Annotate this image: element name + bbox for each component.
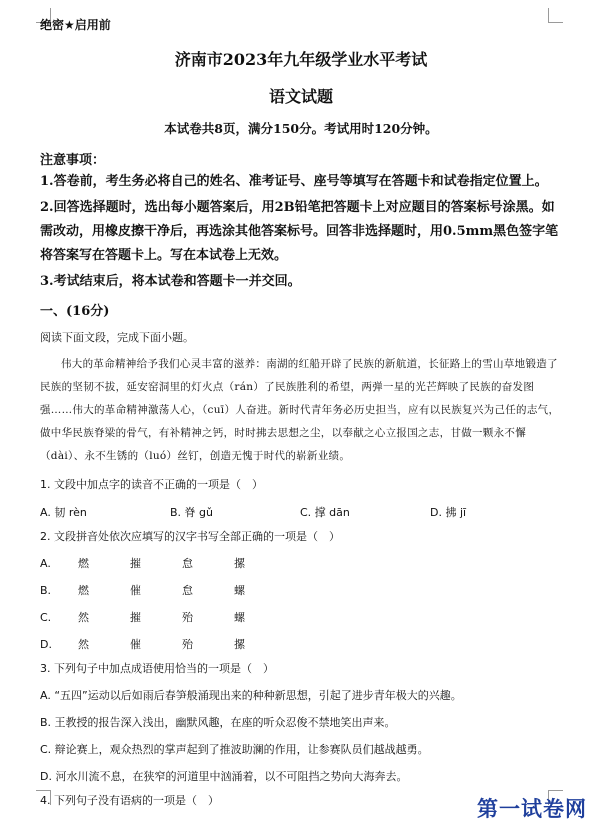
section-heading: 一、(16分): [40, 304, 110, 319]
option-c: [40, 609, 562, 625]
note-item: 2.回答选择题时，选出每小题答案后，用2B铅笔把答题卡上对应题目的答案标号涂黑。如需改动，用橡皮擦干净后，再选涂其他答案标号。回答非选择题时，用0.5mm黑色签字笔将答案写在答题卡上。写在本试卷上无效。: [40, 200, 559, 263]
option-word: 摧: [130, 611, 141, 624]
option-word: 殆: [182, 638, 193, 651]
note-item: 1.答卷前，考生务必将自己的姓名、准考证号、座号等填写在答题卡和试卷指定位置上。: [40, 174, 548, 189]
option-word: 催: [130, 584, 141, 597]
option-a: A. “五四”运动以后如雨后春笋般涌现出来的种种新思想，引起了进步青年极大的兴趣。: [40, 689, 462, 702]
exam-meta: 本试卷共8页，满分150分。考试用时120分钟。: [164, 121, 438, 136]
question-4-stem: 4. 下列句子没有语病的一项是（ ）: [40, 794, 219, 807]
option-word: 殆: [182, 611, 193, 624]
option-word: 燃: [78, 584, 89, 597]
question-3-stem: 3. 下列句子中加点成语使用恰当的一项是（ ）: [40, 662, 274, 675]
exam-page: [40, 16, 562, 808]
option-word: 摞: [234, 557, 245, 570]
option-word: 催: [130, 638, 141, 651]
option-word: 然: [78, 638, 89, 651]
option-d: [40, 636, 562, 652]
site-logo: 第一试卷网: [477, 797, 587, 821]
option-b: [40, 582, 562, 598]
option-word: 摞: [234, 638, 245, 651]
note-item: 3.考试结束后，将本试卷和答题卡一并交回。: [40, 274, 301, 289]
option-b: B. 脊 gǔ: [170, 506, 213, 519]
option-label: C.: [40, 611, 52, 624]
option-label: D.: [40, 638, 52, 651]
question-1-stem: 1. 文段中加点字的读音不正确的一项是（ ）: [40, 478, 263, 491]
option-word: 燃: [78, 557, 89, 570]
option-b: B. 王教授的报告深入浅出，幽默风趣，在座的听众忍俊不禁地笑出声来。: [40, 716, 396, 729]
option-c: C. 辩论赛上，观众热烈的掌声起到了推波助澜的作用，让参赛队员们越战越勇。: [40, 743, 429, 756]
option-word: 螺: [234, 611, 245, 624]
notes-heading: 注意事项：: [40, 153, 106, 168]
option-word: 怠: [182, 557, 193, 570]
subject-title: 语文试题: [268, 87, 333, 106]
reading-passage: 伟大的革命精神给予我们心灵丰富的滋养：南湖的红船开辟了民族的新航道，长征路上的雪山草地锻造了民族的坚韧不拔，延安窑洞里的灯火点（rán）了民族胜利的希望，两弹一星的光芒辉映了民族的奋发图强……伟大的革命精神激荡人心，（cuī）人奋进。新时代青年务必历史担当，应有以民族复兴为己任的志气，做中华民族脊梁的骨气，有补精神之钙，时时拂去思想之尘，以奉献之心立报国之志，甘做一颗永不懈（dài）、永不生锈的（luó）丝钉，创造无愧于时代的崭新业绩。: [40, 358, 560, 462]
option-a: [40, 555, 562, 571]
option-d: D. 拂 jī: [430, 506, 467, 519]
option-word: 然: [78, 611, 89, 624]
option-label: A.: [40, 557, 51, 570]
exam-title: 济南市2023年九年级学业水平考试: [174, 50, 428, 69]
secret-label: 绝密★启用前: [40, 18, 111, 32]
option-c: C. 撑 dān: [300, 506, 350, 519]
question-2-stem: 2. 文段拼音处依次应填写的汉字书写全部正确的一项是（ ）: [40, 530, 340, 543]
option-word: 螺: [234, 584, 245, 597]
section-instruction: 阅读下面文段，完成下面小题。: [40, 331, 194, 344]
option-word: 怠: [182, 584, 193, 597]
option-label: B.: [40, 584, 52, 597]
option-word: 摧: [130, 557, 141, 570]
question-1-options: [40, 504, 562, 520]
option-a: A. 韧 rèn: [40, 506, 87, 519]
option-d: D. 河水川流不息，在狭窄的河道里中汹涌着，以不可阻挡之势向大海奔去。: [40, 770, 408, 783]
